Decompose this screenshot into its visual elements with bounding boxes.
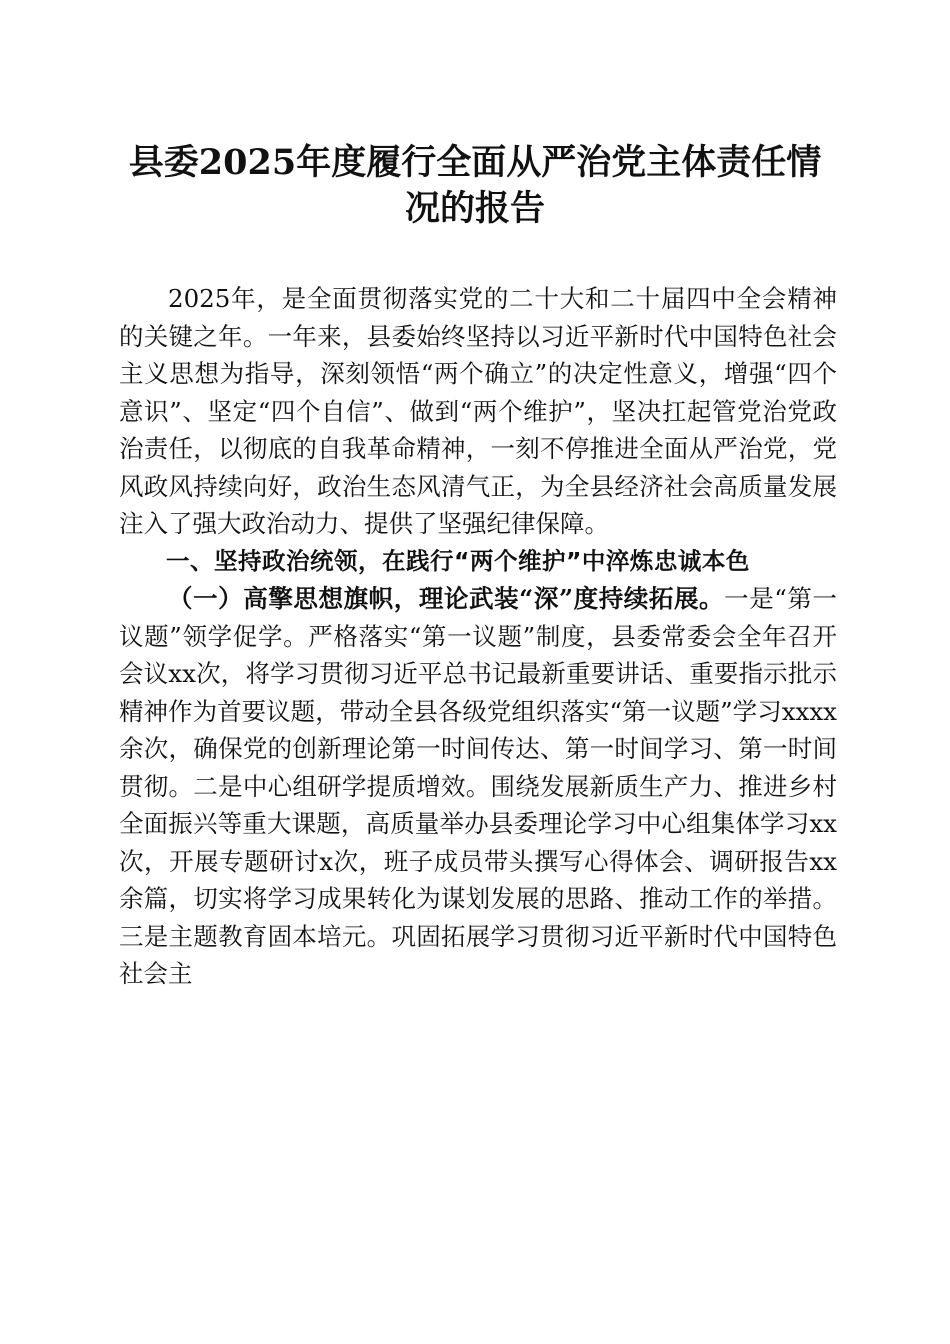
document-title — [110, 140, 840, 232]
title-line-1: 县委2025年度履行全面从严治党主体责任情 — [128, 142, 822, 183]
subsection-one-lead: （一）高擎思想旗帜，理论武装“深”度持续拓展。 — [168, 584, 725, 613]
document-body — [119, 280, 837, 993]
section-one-heading: 一、坚持政治统领，在践行“两个维护”中淬炼忠诚本色 — [166, 546, 750, 575]
subsection-one-paragraph — [119, 580, 837, 993]
intro-paragraph: 2025年，是全面贯彻落实党的二十大和二十届四中全会精神的关键之年。一年来，县委始终坚持以习近平新时代中国特色社会主义思想为指导，深刻领悟“两个确立”的决定性意义，增强“四个意识”、坚定“四个自信”、做到“两个维护”，坚决扛起管党治党政治责任，以彻底的自我革命精神，一刻不停推进全面从严治党，党风政风持续向好，政治生态风清气正，为全县经济社会高质量发展注入了强大政治动力、提供了坚强纪律保障。 — [119, 284, 837, 538]
subsection-one-body: 一是“第一议题”领学促学。严格落实“第一议题”制度，县委常委会全年召开会议xx次，将学习贯彻习近平总书记最新重要讲话、重要指示批示精神作为首要议题，带动全县各级党组织落实“第一议题”学习xxxx余次，确保党的创新理论第一时间传达、第一时间学习、第一时间贯彻。二是中心组研学提质增效。围绕发展新质生产力、推进乡村全面振兴等重大课题，高质量举办县委理论学习中心组集体学习xx次，开展专题研讨x次，班子成员带头撰写心得体会、调研报告xx余篇，切实将学习成果转化为谋划发展的思路、推动工作的举措。三是主题教育固本培元。巩固拓展学习贯彻习近平新时代中国特色社会主 — [119, 584, 838, 988]
title-line-2: 况的报告 — [404, 188, 545, 229]
